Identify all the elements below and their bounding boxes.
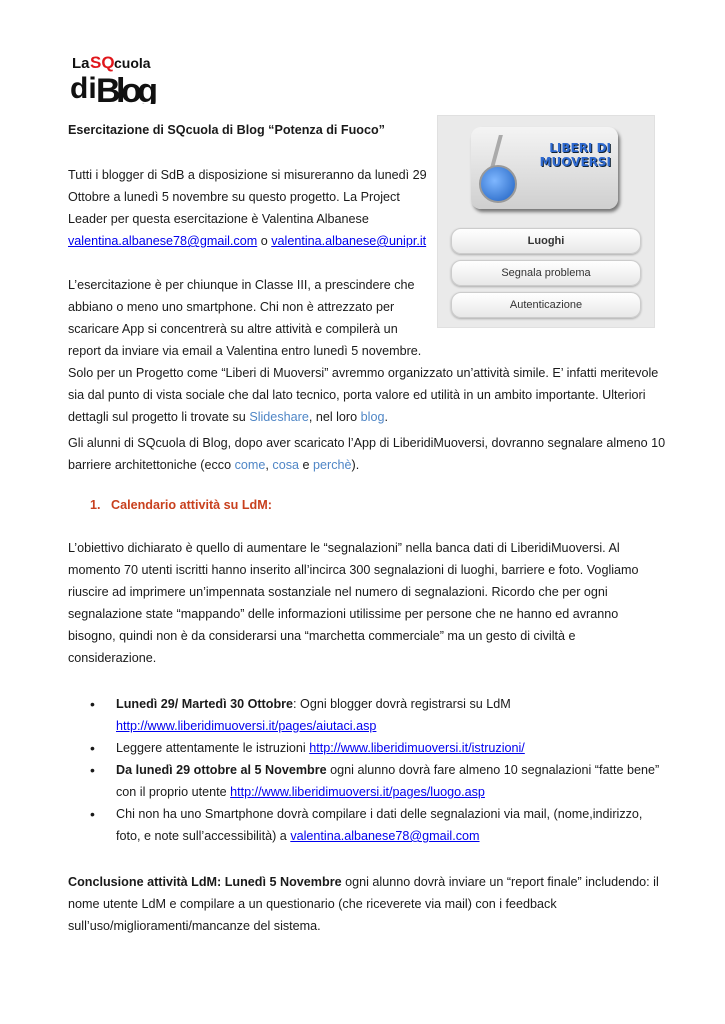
come-link[interactable]: come — [234, 458, 266, 472]
svg-text:cuola: cuola — [114, 55, 151, 71]
svg-text:di: di — [70, 72, 97, 104]
app-logo-text: LIBERI DI — [549, 141, 611, 155]
globe-icon — [479, 165, 517, 203]
paragraph-requirements: L’esercitazione è per chiunque in Classe III, a prescindere che abbiano o meno uno smartphone. Chi non è attrezzato per scaricare App si concentrerà su altre attività e compilerà un report da inviare via email a Valentina entro lunedì 5 novembre. — [68, 278, 422, 358]
list-item: • Leggere attentamente le istruzioni http://www.liberidimuoversi.it/istruzioni/ — [68, 737, 668, 759]
cosa-link[interactable]: cosa — [272, 458, 300, 472]
perche-link[interactable]: perchè — [313, 458, 352, 472]
paragraph-objective: L’obiettivo dichiarato è quello di aumentare le “segnalazioni” nella banca dati di LiberidiMuoversi. Al momento 70 utenti iscritti hanno inserito all’incirca 300 segnalazioni di luoghi, barriere e foto. Vogliamo riuscire ad imprimere un’impennata sostanziale nel numero di segnalazioni. Ricordo che per ogni segnalazione state “mappando” delle informazioni utilissime per persone che ne hanno ed avranno bisogno, quindi non è da considerarsi una “marchetta commerciale” ma un gesto di civiltà e considerazione. — [68, 541, 639, 665]
paragraph-intro: Tutti i blogger di SdB a disposizione si misureranno da lunedì 29 Ottobre a lunedì 5 novembre su questo progetto. La Project Leader per questa esercitazione è Valentina Albanese valentina.albanese78@gmail.com o valentina.albanese@unipr.it — [68, 168, 427, 248]
section-heading: 1. Calendario attività su LdM: — [90, 498, 272, 512]
luogo-link[interactable]: http://www.liberidimuoversi.it/pages/luogo.asp — [230, 785, 485, 799]
svg-text:Blog: Blog — [96, 72, 158, 104]
sqcuola-di-blog-logo — [70, 52, 162, 104]
paragraph-conclusion: Conclusione attività LdM: Lunedì 5 Novembre ogni alunno dovrà inviare un “report finale” includendo: il nome utente LdM e compilare a un questionario (che riceverete via mail) con i feedback sull’uso/miglioramenti/mancanze del sistema. — [68, 875, 659, 933]
svg-text:La: La — [72, 55, 90, 72]
aiutaci-link[interactable]: http://www.liberidimuoversi.it/pages/aiutaci.asp — [116, 719, 377, 733]
email-link[interactable]: valentina.albanese78@gmail.com — [290, 829, 480, 843]
page-title: Esercitazione di SQcuola di Blog “Potenza di Fuoco” — [68, 123, 385, 137]
email-link[interactable]: valentina.albanese78@gmail.com — [68, 234, 258, 248]
list-item: • Da lunedì 29 ottobre al 5 Novembre ogni alunno dovrà fare almeno 10 segnalazioni “fatte bene” con il proprio utente http://www.liberidimuoversi.it/pages/luogo.asp — [68, 759, 668, 803]
istruzioni-link[interactable]: http://www.liberidimuoversi.it/istruzioni/ — [309, 741, 525, 755]
svg-text:SQ: SQ — [90, 53, 115, 72]
app-logo-text: MUOVERSI — [539, 155, 611, 169]
app-button-luoghi: Luoghi — [451, 228, 641, 254]
app-logo — [471, 127, 618, 209]
list-item: • Chi non ha uno Smartphone dovrà compilare i dati delle segnalazioni via mail, (nome,indirizzo, foto, e note sull’accessibilità) a valentina.albanese78@gmail.com — [68, 803, 668, 847]
blog-link[interactable]: blog — [360, 410, 385, 424]
app-button-autenticazione: Autenticazione — [451, 292, 641, 318]
app-button-segnala-problema: Segnala problema — [451, 260, 641, 286]
slideshare-link[interactable]: Slideshare — [249, 410, 309, 424]
email-link[interactable]: valentina.albanese@unipr.it — [271, 234, 427, 248]
list-item: • Lunedì 29/ Martedì 30 Ottobre: Ogni blogger dovrà registrarsi su LdM http://www.liberidimuoversi.it/pages/aiutaci.asp — [68, 693, 668, 737]
activity-list — [68, 693, 668, 847]
liberi-di-muoversi-app-screenshot — [437, 115, 655, 328]
paragraph-project: Solo per un Progetto come “Liberi di Muoversi” avremmo organizzato un’attività simile. E’ infatti meritevole sia dal punto di vista sociale che dal lato tecnico, porta valore ed utilità in un ambito importante. Ulteriori dettagli sul progetto li trovate su Slideshare, nel loro blog. — [68, 366, 659, 424]
paragraph-students: Gli alunni di SQcuola di Blog, dopo aver scaricato l’App di LiberidiMuoversi, dovranno segnalare almeno 10 barriere architettoniche (ecco come, cosa e perchè). — [68, 436, 666, 472]
